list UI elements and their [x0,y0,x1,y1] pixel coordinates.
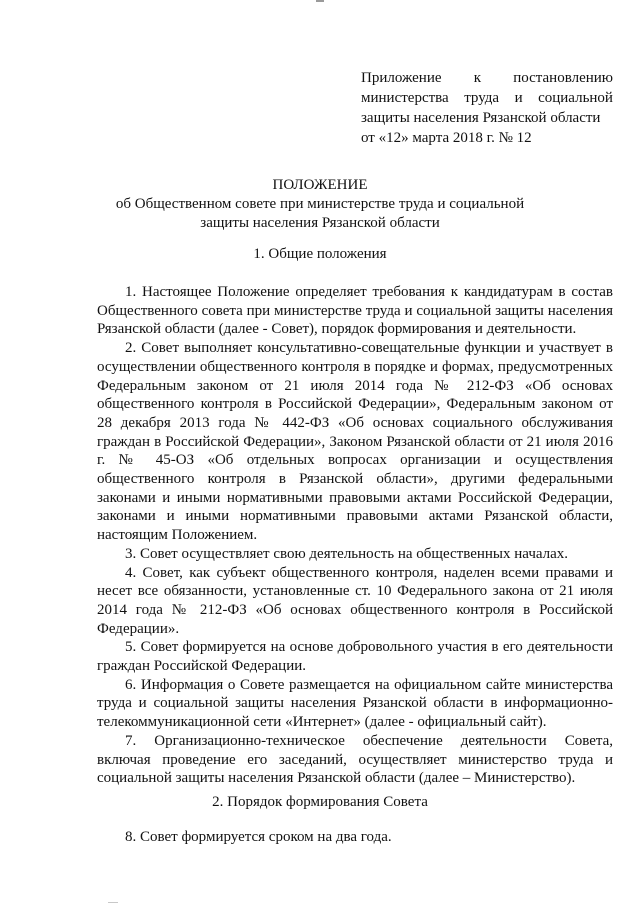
paragraph-6: 6. Информация о Совете размещается на официальном сайте министерства труда и социальной защиты населения Рязанской области в информационно-телекоммуникационной сети «Интернет» (далее - официальный сайт). [97,676,613,731]
paragraph-7: 7. Организационно-техническое обеспечение деятельности Совета, включая проведение его заседаний, осуществляет министерство труда и социальной защиты населения Рязанской области (далее – Министерство). [97,732,613,787]
section-1-body [97,283,613,788]
annex-note [361,68,613,148]
annex-word: Приложение [361,70,442,86]
section-1-heading: 1. Общие положения [253,246,387,262]
paragraph-4: 4. Совет, как субъект общественного контроля, наделен всеми правами и несет все обязанности, установленные ст. 10 Федерального закона от 21 июля 2014 года № 212-ФЗ «Об основах общественного контроля в Российской Федерации». [97,564,613,637]
paragraph-5: 5. Совет формируется на основе добровольного участия в его деятельности граждан Российской Федерации. [97,639,613,675]
paragraph-8: 8. Совет формируется сроком на два года. [125,829,392,845]
annex-word: постановлению [513,70,613,86]
paragraph-2: 2. Совет выполняет консультативно-совещательные функции и участвует в осуществлении общественного контроля в порядке и формах, предусмотренных Федеральным законом от 21 июля 2014 года № 212-ФЗ «Об основах общественного контроля в Российской Федерации», Федеральным законом от 28 декабря 2013 года № 442-ФЗ «Об основах социального обслуживания граждан в Российской Федерации», Законом Рязанской области от 21 июля 2016 г. № 45-ОЗ «Об отдельных вопросах организации и осуществления общественного контроля в Рязанской области», другими федеральными законами и иными нормативными правовыми актами Российской Федерации, законами и иными нормативными правовыми актами Рязанской области, настоящим Положением. [97,340,613,544]
paragraph-3: 3. Совет осуществляет свою деятельность на общественных началах. [125,545,569,562]
annex-word: министерства [361,90,449,106]
annex-word: и [514,90,523,106]
section-2-heading: 2. Порядок формирования Совета [212,794,428,810]
annex-line-2 [361,88,613,108]
section-2-body [97,828,613,847]
document-subtitle: об Общественном совете при министерстве труда и социальной защиты населения Рязанской области [115,196,525,231]
scan-mark [108,902,118,903]
annex-line-1 [361,68,613,88]
annex-word: труда [464,90,500,106]
document-title: ПОЛОЖЕНИЕ [272,177,368,193]
annex-word: к [473,70,482,86]
annex-line-3: защиты населения Рязанской области [361,110,601,126]
paragraph-1: 1. Настоящее Положение определяет требования к кандидатурам в состав Общественного совета при министерстве труда и социальной защиты населения Рязанской области (далее - Совет), порядок формирования и деятельности. [97,284,613,338]
annex-word: социальной [538,90,613,106]
scan-mark [316,0,324,2]
annex-line-4: от «12» марта 2018 г. № 12 [361,130,532,146]
